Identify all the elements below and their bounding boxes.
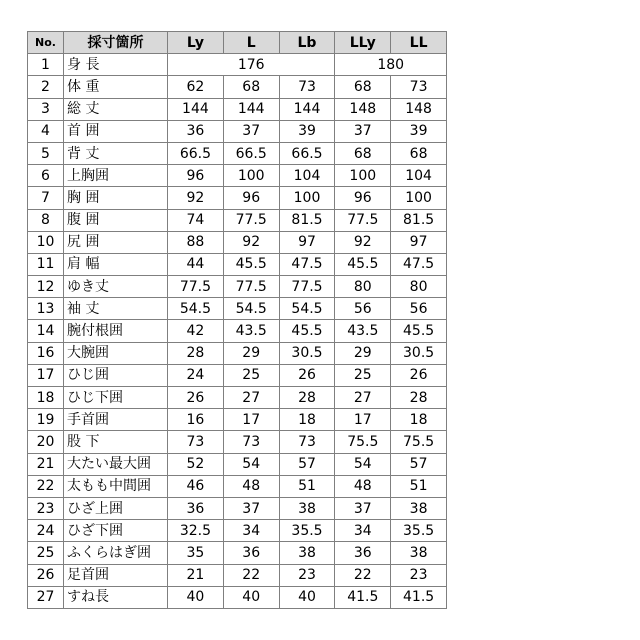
- size-value: 21: [168, 564, 224, 586]
- size-value: 38: [391, 542, 447, 564]
- row-number: 26: [28, 564, 64, 586]
- size-value: 73: [223, 431, 279, 453]
- size-value: 29: [335, 342, 391, 364]
- size-value: 97: [391, 231, 447, 253]
- measurement-part: 足首囲: [64, 564, 168, 586]
- size-value: 37: [335, 120, 391, 142]
- size-value: 18: [279, 409, 335, 431]
- size-value: 23: [279, 564, 335, 586]
- header-size-ly: Ly: [168, 32, 224, 54]
- table-row: [28, 431, 447, 453]
- size-value: 25: [335, 364, 391, 386]
- size-value: 48: [335, 475, 391, 497]
- row-number: 5: [28, 142, 64, 164]
- header-row: [28, 32, 447, 54]
- size-value: 37: [335, 497, 391, 519]
- size-value: 92: [168, 187, 224, 209]
- size-value: 66.5: [279, 142, 335, 164]
- measurement-part: 大たい最大囲: [64, 453, 168, 475]
- size-value: 75.5: [391, 431, 447, 453]
- measurement-part: 総 丈: [64, 98, 168, 120]
- size-value: 41.5: [391, 586, 447, 608]
- row-number: 25: [28, 542, 64, 564]
- size-value: 17: [223, 409, 279, 431]
- size-value: 48: [223, 475, 279, 497]
- row-number: 18: [28, 387, 64, 409]
- size-value: 32.5: [168, 520, 224, 542]
- table-row: [28, 409, 447, 431]
- size-value: 39: [279, 120, 335, 142]
- size-value: 36: [223, 542, 279, 564]
- size-value: 30.5: [391, 342, 447, 364]
- size-value: 44: [168, 253, 224, 275]
- size-value: 66.5: [223, 142, 279, 164]
- measurement-part: ひざ下囲: [64, 520, 168, 542]
- header-part: 採寸箇所: [64, 32, 168, 54]
- measurement-part: 肩 幅: [64, 253, 168, 275]
- measurement-part: ふくらはぎ囲: [64, 542, 168, 564]
- measurement-part: 背 丈: [64, 142, 168, 164]
- size-value: 148: [335, 98, 391, 120]
- size-value: 144: [223, 98, 279, 120]
- measurement-part: 首 囲: [64, 120, 168, 142]
- size-value: 16: [168, 409, 224, 431]
- size-value: 68: [391, 142, 447, 164]
- measurement-part: ゆき丈: [64, 276, 168, 298]
- measurement-part: 身 長: [64, 54, 168, 76]
- size-value: 75.5: [335, 431, 391, 453]
- table-row: [28, 542, 447, 564]
- size-value: 100: [279, 187, 335, 209]
- size-value: 96: [223, 187, 279, 209]
- table-row: [28, 564, 447, 586]
- size-value: 36: [168, 120, 224, 142]
- size-value: 45.5: [223, 253, 279, 275]
- size-value: 46: [168, 475, 224, 497]
- row-number: 19: [28, 409, 64, 431]
- measurement-part: 上胸囲: [64, 165, 168, 187]
- size-value: 100: [391, 187, 447, 209]
- size-value: 40: [168, 586, 224, 608]
- size-value: 104: [279, 165, 335, 187]
- size-value: 27: [223, 387, 279, 409]
- size-value: 54: [335, 453, 391, 475]
- row-number: 13: [28, 298, 64, 320]
- size-measurement-table: [27, 31, 447, 609]
- size-value: 34: [223, 520, 279, 542]
- size-value: 62: [168, 76, 224, 98]
- size-value: 51: [391, 475, 447, 497]
- size-value: 28: [391, 387, 447, 409]
- size-value: 40: [223, 586, 279, 608]
- size-value: 74: [168, 209, 224, 231]
- size-value: 88: [168, 231, 224, 253]
- size-value: 96: [335, 187, 391, 209]
- size-value: 96: [168, 165, 224, 187]
- size-value: 81.5: [279, 209, 335, 231]
- size-value: 17: [335, 409, 391, 431]
- size-value: 68: [335, 142, 391, 164]
- height-value-group2: 180: [335, 54, 447, 76]
- size-value: 23: [391, 564, 447, 586]
- header-no: No.: [28, 32, 64, 54]
- table-row: [28, 342, 447, 364]
- size-value: 38: [279, 542, 335, 564]
- size-value: 68: [223, 76, 279, 98]
- measurement-part: ひじ囲: [64, 364, 168, 386]
- size-value: 54.5: [223, 298, 279, 320]
- row-number: 11: [28, 253, 64, 275]
- size-value: 148: [391, 98, 447, 120]
- row-number: 22: [28, 475, 64, 497]
- row-number: 2: [28, 76, 64, 98]
- size-value: 100: [335, 165, 391, 187]
- size-value: 37: [223, 120, 279, 142]
- size-value: 43.5: [335, 320, 391, 342]
- row-number: 16: [28, 342, 64, 364]
- measurement-part: 尻 囲: [64, 231, 168, 253]
- table-row: [28, 76, 447, 98]
- size-value: 104: [391, 165, 447, 187]
- size-value: 73: [168, 431, 224, 453]
- size-value: 66.5: [168, 142, 224, 164]
- size-value: 77.5: [168, 276, 224, 298]
- table-row: [28, 320, 447, 342]
- size-value: 26: [168, 387, 224, 409]
- size-value: 80: [335, 276, 391, 298]
- size-value: 22: [223, 564, 279, 586]
- row-number: 3: [28, 98, 64, 120]
- measurement-part: ひざ上囲: [64, 497, 168, 519]
- row-number: 12: [28, 276, 64, 298]
- header-size-ll: LL: [391, 32, 447, 54]
- size-value: 73: [279, 431, 335, 453]
- measurement-part: 太もも中間囲: [64, 475, 168, 497]
- size-value: 54: [223, 453, 279, 475]
- row-number: 1: [28, 54, 64, 76]
- table-row: [28, 231, 447, 253]
- size-value: 144: [279, 98, 335, 120]
- height-value-group1: 176: [168, 54, 335, 76]
- measurement-part: 股 下: [64, 431, 168, 453]
- table-row: [28, 497, 447, 519]
- table-row: [28, 165, 447, 187]
- size-value: 73: [391, 76, 447, 98]
- size-value: 22: [335, 564, 391, 586]
- measurement-part: 体 重: [64, 76, 168, 98]
- measurement-part: 胸 囲: [64, 187, 168, 209]
- size-value: 54.5: [279, 298, 335, 320]
- table-row: [28, 276, 447, 298]
- size-value: 47.5: [391, 253, 447, 275]
- size-value: 35.5: [391, 520, 447, 542]
- row-number: 21: [28, 453, 64, 475]
- size-value: 35: [168, 542, 224, 564]
- size-value: 80: [391, 276, 447, 298]
- size-value: 57: [279, 453, 335, 475]
- measurement-part: 大腕囲: [64, 342, 168, 364]
- size-value: 38: [391, 497, 447, 519]
- table-row: [28, 142, 447, 164]
- measurement-part: すね長: [64, 586, 168, 608]
- size-value: 47.5: [279, 253, 335, 275]
- row-number: 17: [28, 364, 64, 386]
- table-row: [28, 209, 447, 231]
- row-number: 23: [28, 497, 64, 519]
- row-number: 20: [28, 431, 64, 453]
- size-value: 77.5: [335, 209, 391, 231]
- size-value: 97: [279, 231, 335, 253]
- size-value: 39: [391, 120, 447, 142]
- size-value: 37: [223, 497, 279, 519]
- table-row: [28, 253, 447, 275]
- size-value: 56: [335, 298, 391, 320]
- size-value: 38: [279, 497, 335, 519]
- size-value: 144: [168, 98, 224, 120]
- size-value: 41.5: [335, 586, 391, 608]
- measurement-part: 袖 丈: [64, 298, 168, 320]
- size-value: 81.5: [391, 209, 447, 231]
- header-size-lb: Lb: [279, 32, 335, 54]
- row-number: 4: [28, 120, 64, 142]
- size-value: 36: [335, 542, 391, 564]
- size-value: 27: [335, 387, 391, 409]
- measurement-part: 腕付根囲: [64, 320, 168, 342]
- table-row: [28, 187, 447, 209]
- size-value: 52: [168, 453, 224, 475]
- size-value: 73: [279, 76, 335, 98]
- header-size-l: L: [223, 32, 279, 54]
- table-row: [28, 364, 447, 386]
- size-value: 34: [335, 520, 391, 542]
- measurement-part: 手首囲: [64, 409, 168, 431]
- size-value: 56: [391, 298, 447, 320]
- size-value: 29: [223, 342, 279, 364]
- size-value: 18: [391, 409, 447, 431]
- size-value: 26: [279, 364, 335, 386]
- size-value: 26: [391, 364, 447, 386]
- measurement-part: ひじ下囲: [64, 387, 168, 409]
- size-value: 43.5: [223, 320, 279, 342]
- table-row: [28, 120, 447, 142]
- table-row: [28, 298, 447, 320]
- size-value: 100: [223, 165, 279, 187]
- row-number: 6: [28, 165, 64, 187]
- table-row: [28, 98, 447, 120]
- table-row: [28, 453, 447, 475]
- size-value: 68: [335, 76, 391, 98]
- table-row-height: [28, 54, 447, 76]
- size-value: 24: [168, 364, 224, 386]
- row-number: 7: [28, 187, 64, 209]
- size-value: 92: [335, 231, 391, 253]
- size-value: 77.5: [223, 276, 279, 298]
- size-value: 45.5: [279, 320, 335, 342]
- size-value: 57: [391, 453, 447, 475]
- size-value: 42: [168, 320, 224, 342]
- size-value: 54.5: [168, 298, 224, 320]
- row-number: 24: [28, 520, 64, 542]
- size-value: 45.5: [391, 320, 447, 342]
- measurement-part: 腹 囲: [64, 209, 168, 231]
- size-value: 45.5: [335, 253, 391, 275]
- row-number: 27: [28, 586, 64, 608]
- size-value: 25: [223, 364, 279, 386]
- row-number: 8: [28, 209, 64, 231]
- size-value: 77.5: [279, 276, 335, 298]
- size-value: 36: [168, 497, 224, 519]
- size-value: 28: [168, 342, 224, 364]
- size-value: 35.5: [279, 520, 335, 542]
- table-row: [28, 520, 447, 542]
- size-value: 30.5: [279, 342, 335, 364]
- header-size-lly: LLy: [335, 32, 391, 54]
- row-number: 14: [28, 320, 64, 342]
- row-number: 10: [28, 231, 64, 253]
- size-value: 92: [223, 231, 279, 253]
- size-value: 28: [279, 387, 335, 409]
- size-value: 40: [279, 586, 335, 608]
- table-row: [28, 387, 447, 409]
- table-row: [28, 475, 447, 497]
- table-row: [28, 586, 447, 608]
- size-value: 51: [279, 475, 335, 497]
- size-value: 77.5: [223, 209, 279, 231]
